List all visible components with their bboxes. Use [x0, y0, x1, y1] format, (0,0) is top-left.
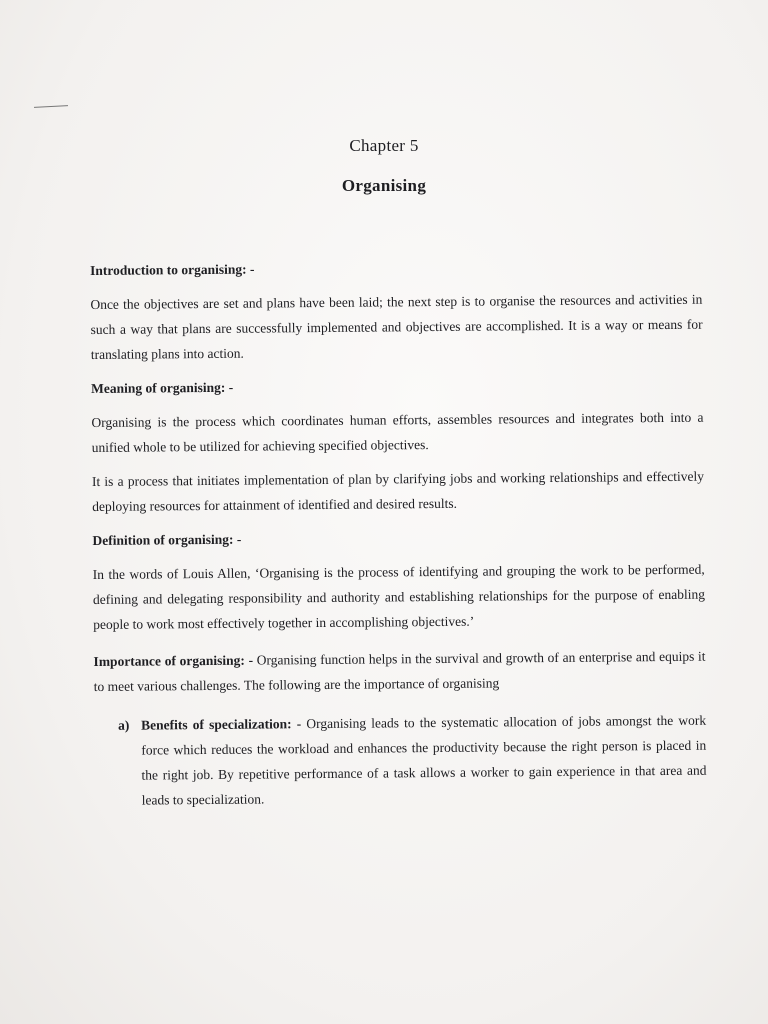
list-item-heading: Benefits of specialization: -	[141, 716, 302, 733]
list-item-text: Organising leads to the systematic allocation of jobs amongst the work force which reduces the workload and enhances the productivity because the right person is placed in the right job. By repetitive performance of a task allows a worker to gain experience in that area and leads to specialization.	[141, 712, 707, 808]
margin-pen-mark	[34, 105, 68, 108]
definition-heading: Definition of organising: -	[92, 531, 242, 548]
importance-text: Organising function helps in the survival and growth of an enterprise and equips it to meet various challenges. The following are the importance of organising	[93, 648, 706, 694]
list-item-marker: a)	[118, 717, 130, 733]
chapter-title: Organising	[341, 176, 427, 195]
meaning-paragraph-1: Organising is the process which coordinates human efforts, assembles resources and integrates both into a unified whole to be utilized for achieving specified objectives.	[91, 409, 704, 455]
meaning-heading: Meaning of organising: -	[91, 379, 234, 396]
meaning-paragraph-2: It is a process that initiates implementation of plan by clarifying jobs and working relationships and effectively deploying resources for attainment of identified and desired results.	[91, 468, 704, 514]
chapter-label: Chapter 5	[349, 136, 419, 155]
document-body	[90, 253, 707, 813]
intro-heading: Introduction to organising: -	[90, 261, 255, 278]
importance-heading: Importance of organising: -	[93, 652, 254, 669]
list-item-body	[141, 708, 707, 813]
list-item	[94, 708, 707, 813]
definition-paragraph: In the words of Louis Allen, ‘Organising is the process of identifying and grouping the work to be performed, defining and delegating responsibility and authority and establishing relationships for the purpose of enabling people to work most effectively together in accomplishing objectives.’	[92, 561, 706, 632]
intro-paragraph: Once the objectives are set and plans have been laid; the next step is to organise the resources and activities in such a way that plans are successfully implemented and objectives are accomplished. It is a way or means for translating plans into action.	[90, 291, 703, 362]
importance-paragraph	[93, 644, 705, 699]
